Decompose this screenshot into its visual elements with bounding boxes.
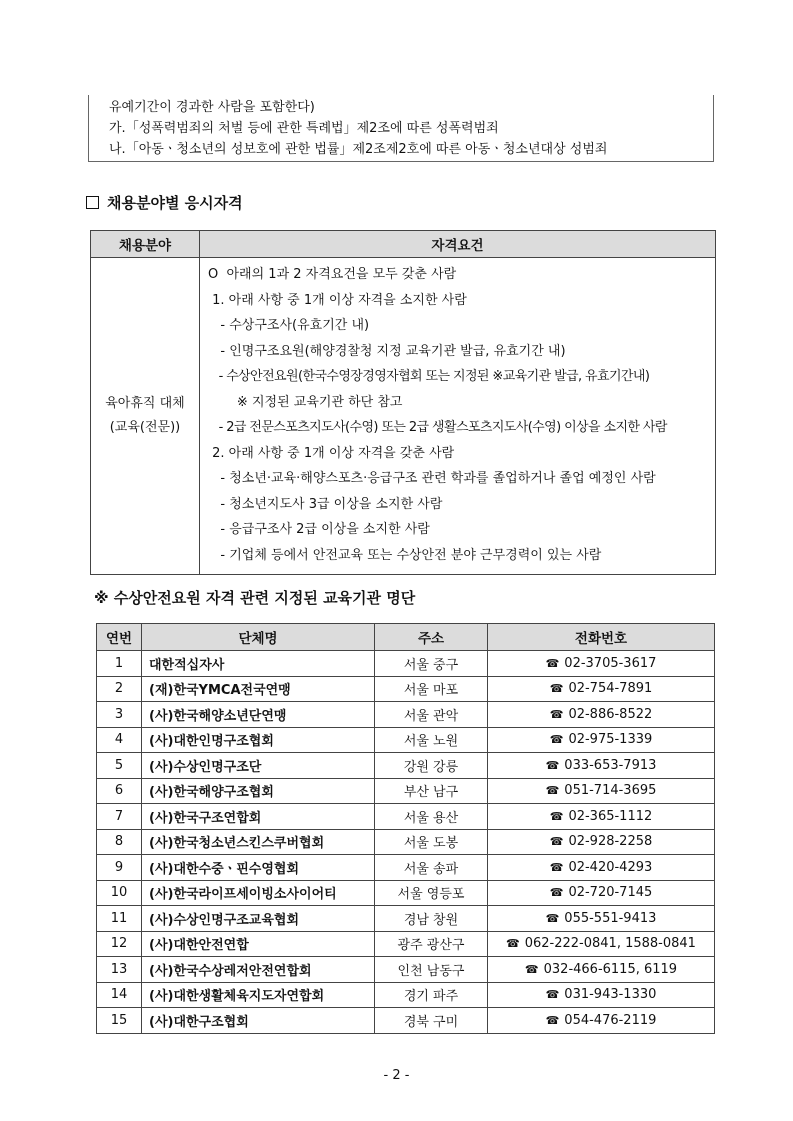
telephone-icon: ☎ [549,707,564,721]
telephone-icon: ☎ [549,809,564,823]
column-header: 채용분야 [91,231,200,258]
column-header: 전화번호 [488,624,715,651]
phone-number: 031-943-1330 [564,987,657,1003]
phone-number: 02-420-4293 [568,859,653,875]
phone-number: 033-653-7913 [564,757,657,773]
institution-address: 서울 관악 [375,702,488,728]
telephone-icon: ☎ [549,733,564,747]
note-line: 유예기간이 경과한 사람을 포함한다) [109,100,315,115]
page-number: - 2 - [383,1068,410,1083]
institution-phone-cell [488,1008,715,1034]
row-number: 12 [97,931,142,957]
checkbox-square-icon [86,196,99,209]
requirement-line: - 2급 전문스포츠지도사(수영) 또는 2급 생활스포츠지도사(수영) 이상을 소지한 사람 [208,420,667,435]
table-row [97,906,715,932]
row-number: 8 [97,829,142,855]
requirement-line: 2. 아래 사항 중 1개 이상 자격을 갖춘 사람 [208,445,455,461]
table-row [97,676,715,702]
institution-address: 서울 송파 [375,855,488,881]
telephone-icon: ☎ [545,1013,560,1027]
institution-address: 서울 용산 [375,804,488,830]
institution-phone-cell [488,676,715,702]
requirement-line: 1. 아래 사항 중 1개 이상 자격을 소지한 사람 [208,292,467,308]
phone-number: 02-720-7145 [568,885,653,901]
telephone-icon: ☎ [545,988,560,1002]
institution-name: (사)수상인명구조단 [142,753,375,779]
institution-name: (사)대한인명구조협회 [142,727,375,753]
institution-name: (사)대한수중ㆍ핀수영협회 [142,855,375,881]
row-number: 14 [97,982,142,1008]
institution-name: (사)한국해양구조협회 [142,778,375,804]
note-line: 나.「아동ㆍ청소년의 성보호에 관한 법률」제2조제2호에 따른 아동ㆍ청소년대상 성범죄 [109,142,608,157]
table-row [97,829,715,855]
phone-number: 02-365-1112 [568,808,653,824]
phone-number: 02-886-8522 [568,706,653,722]
institution-name: (사)한국청소년스킨스쿠버협회 [142,829,375,855]
requirement-line: - 기업체 등에서 안전교육 또는 수상안전 분야 근무경력이 있는 사람 [208,547,602,563]
requirement-line: - 수상구조사(유효기간 내) [208,318,370,333]
table-row [97,778,715,804]
institution-address: 인천 남동구 [375,957,488,983]
phone-number: 02-3705-3617 [564,655,657,671]
telephone-icon: ☎ [549,886,564,900]
institution-address: 서울 노원 [375,727,488,753]
institution-name: (사)대한생활체육지도자연합회 [142,982,375,1008]
phone-number: 02-754-7891 [568,681,653,697]
institution-phone-cell [488,651,715,677]
institution-address: 경남 창원 [375,906,488,932]
institution-name: (재)한국YMCA전국연맹 [142,676,375,702]
institution-name: (사)대한안전연합 [142,931,375,957]
row-number: 6 [97,778,142,804]
institution-name: (사)수상인명구조교육협회 [142,906,375,932]
field-name: 육아휴직 대체 [105,396,185,411]
institution-phone-cell [488,906,715,932]
institution-phone-cell [488,931,715,957]
row-number: 9 [97,855,142,881]
institution-phone-cell [488,982,715,1008]
institution-phone-cell [488,727,715,753]
requirement-line: - 응급구조사 2급 이상을 소지한 사람 [208,522,430,537]
telephone-icon: ☎ [545,758,560,772]
institution-address: 서울 마포 [375,676,488,702]
telephone-icon: ☎ [549,860,564,874]
column-header: 자격요건 [200,231,716,258]
institution-name: (사)한국해양소년단연맹 [142,702,375,728]
requirement-line: - 청소년지도사 3급 이상을 소지한 사람 [208,496,443,512]
phone-number: 062-222-0841, 1588-0841 [524,936,696,952]
phone-number: 02-928-2258 [568,834,653,850]
institution-name: (사)한국수상레저안전연합회 [142,957,375,983]
institution-phone-cell [488,957,715,983]
institution-address: 부산 남구 [375,778,488,804]
telephone-icon: ☎ [545,911,560,925]
telephone-icon: ☎ [549,682,564,696]
institution-name: (사)한국구조연합회 [142,804,375,830]
telephone-icon: ☎ [545,784,560,798]
institution-address: 강원 강릉 [375,753,488,779]
institution-table [96,623,715,1034]
table-row [97,753,715,779]
institution-address: 경기 파주 [375,982,488,1008]
field-name-sub: (교육(전문)) [109,420,181,435]
table-row [97,931,715,957]
institution-phone-cell [488,855,715,881]
section-heading-qualifications [86,192,243,213]
requirements-list [208,262,715,568]
column-header: 연번 [97,624,142,651]
row-number: 1 [97,651,142,677]
phone-number: 02-975-1339 [568,732,653,748]
requirement-line: ※ 지정된 교육기관 하단 참고 [208,394,403,410]
requirement-line: - 인명구조요원(해양경찰청 지정 교육기관 발급, 유효기간 내) [208,343,566,359]
phone-number: 051-714-3695 [564,783,657,799]
table-row [97,651,715,677]
requirement-line: O 아래의 1과 2 자격요건을 모두 갖춘 사람 [208,267,457,282]
section-title: 채용분야별 응시자격 [107,194,243,212]
table-row [97,957,715,983]
notes-box [88,95,714,162]
row-number: 10 [97,880,142,906]
institution-address: 광주 광산구 [375,931,488,957]
note-line: 가.「성폭력범죄의 처벌 등에 관한 특례법」제2조에 따른 성폭력범죄 [109,121,499,136]
institution-address: 경북 구미 [375,1008,488,1034]
institution-name: (사)대한구조협회 [142,1008,375,1034]
section-heading-institutions: ※ 수상안전요원 자격 관련 지정된 교육기관 명단 [94,589,416,607]
row-number: 11 [97,906,142,932]
row-number: 15 [97,1008,142,1034]
phone-number: 032-466-6115, 6119 [543,961,678,977]
row-number: 13 [97,957,142,983]
column-header: 단체명 [142,624,375,651]
institution-name: (사)한국라이프세이빙소사이어티 [142,880,375,906]
institution-phone-cell [488,804,715,830]
row-number: 5 [97,753,142,779]
row-number: 2 [97,676,142,702]
institution-address: 서울 중구 [375,651,488,677]
institution-phone-cell [488,753,715,779]
requirements-cell [200,258,716,575]
institution-rows [97,651,715,1034]
table-row [97,1008,715,1034]
telephone-icon: ☎ [549,835,564,849]
requirement-line: - 수상안전요원(한국수영장경영자협회 또는 지정된 ※교육기관 발급, 유효기간내) [208,369,650,384]
institution-name: 대한적십자사 [142,651,375,677]
telephone-icon: ☎ [545,656,560,670]
phone-number: 054-476-2119 [564,1012,657,1028]
institution-address: 서울 영등포 [375,880,488,906]
requirement-line: - 청소년·교육·해양스포츠·응급구조 관련 학과를 졸업하거나 졸업 예정인 사람 [208,471,656,486]
table-row [97,727,715,753]
row-number: 7 [97,804,142,830]
table-row [97,982,715,1008]
table-row [97,880,715,906]
row-number: 4 [97,727,142,753]
institution-phone-cell [488,702,715,728]
institution-phone-cell [488,829,715,855]
field-cell [91,258,200,575]
table-row [97,702,715,728]
institution-phone-cell [488,778,715,804]
telephone-icon: ☎ [506,937,520,951]
table-row [97,804,715,830]
institution-address: 서울 도봉 [375,829,488,855]
telephone-icon: ☎ [524,962,539,976]
phone-number: 055-551-9413 [564,910,657,926]
qualification-table [90,230,716,575]
table-row [97,855,715,881]
institution-phone-cell [488,880,715,906]
row-number: 3 [97,702,142,728]
column-header: 주소 [375,624,488,651]
